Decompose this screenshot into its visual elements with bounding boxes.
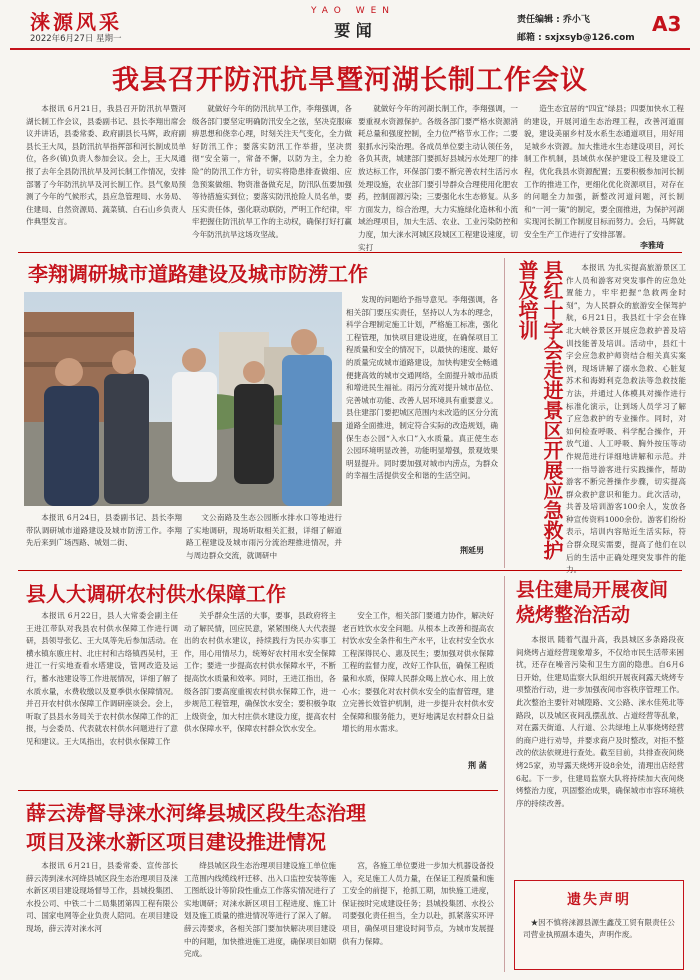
side-story-2-text: 本报讯 随着气温升高，我县城区多条路段夜间烧烤占道经营现象增多，不仅给市民生活带来困扰，还存在噪音污染和卫生方面的隐患。自6月6日开始，住建局监察大队组织开展夜间露天烧烤专项整治行动，进一步加强夜间市容秩序管理工作。此次整治主要针对城隍路、文公路、涞水佳苑北等路段，以及城区夜间乱摆乱放、占道经营等乱象，对在露天街道、人行道、公共绿地上从事烧烤经营的商户进行劝导，并要求商户及时整改，对拒不整改的依法依规进行查处。截至目前，共排查夜间烧烤25家，劝导露天烧烤开设8余处，清理出店经营6起。下一步，住建局监察大队将持续加大夜间烧烤整治力度，巩固整治成果，确保城市市容环境秩序的持续改善。 [516,635,684,808]
paper-name: 涞源风采 [30,10,122,34]
email-label: 邮箱 : sxjxsyb@126.com [517,33,635,43]
article-1-author: 李雅琦 [640,241,664,250]
divider-v-2 [504,576,505,972]
article-4-text-1: 本报讯 6月21日，县委常委、宣传部长薛云涛到涞水河绛县城区段生态治理项目及涞水新区项目建设现场督导工作，县城投集团、水投公司、中铁二十二局集团第四工程有限公司、国家电网等企业负责人陪同。在项目建设现场，薛云涛对涞水河 [26,861,178,933]
divider-2 [18,570,682,571]
page-number: A3 [652,12,682,36]
article-2-col-1 [26,512,182,568]
article-2-author: 荆延男 [460,546,484,555]
section-name: 要 闻 [334,21,372,40]
article-3-text-1: 本报讯 6月22日，县人大常委会副主任王进江带队对我县农村供水保障工作进行调研，县领导张亿、王大凤等先后参加活动。在横水镇东廒庄村、北庄村和古络镇西吴村，王进江一行实地查看水塔建设，管网改造及运行，蓄水池建设等工作进展情况，详细了解了水质水量，水费收缴以及夏季供水保障情况。并召开农村供水保障工作调研座谈会。会上，听取了县县水务局关于农村供水保障工作的汇报，与会委员、代表就农村供水问题进行了意见和建议。王大凤指出，农村供水保障工作 [26,611,178,746]
side-story-body [566,262,686,560]
divider-3 [18,790,498,791]
article-3-col-1 [26,610,178,786]
date-line: 2022年6月27日 星期一 [30,34,122,44]
masthead-rule [10,48,690,50]
article-4-col-3 [342,860,494,972]
article-1-col-4 [524,103,684,237]
article-1-text-4: 造生态宜居的“四宜”绿县；四要加快水工程的建设，开展河道生态治理工程，改善河道面貌，建设美丽乡村及水系生态通道项目，用好用足城乡水资源。加大推进水生态建设项目，河长制工作机制，县域供水保护建设工程及建设工程，优化我县水资源配置；五要积极参加河长制工作的推进工作，更细化优化资源项目，对存在的问题全力加强，新整改河道问题，河长制和“一河一策”的制定，要全面推进，为保护河湖实现河长制工作制度目标而努力。会后，马辉就安全生产工作进行了安排部署。 [524,104,684,239]
article-2-text-right: 发现的问题给予指导意见。李翔强调，各相关部门要压实责任，坚持以人为本的理念，科学合理制定施工计划，严格施工标准，强化工程管理，加快项目建设进度，在确保项目工程质量和安全的情况下，以最快的速度、最好的质量完成城市道路建设，加快构建安全畅通便捷高效的城市交通网络，全面提升城市品质和增进民生福祉。雨污分流对提升城市品位、完善城市功能、改善人居环境具有重要意义。县住建部门要把城区范围内未改造的区分分流道路全面推进，制定符合实际的改造规划，确保生态公园“入水口”入水质量。真正使生态公园环境明显改善，功能明显增强，景观效果明显提升。同时要加强对城市内涝点，为群众的幸福生活提供安全和谐的生活空间。 [346,295,498,481]
headline-3-title: 县人大调研农村供水保障工作 [26,582,286,606]
article-1-col-2 [192,103,352,243]
side-story-text: 本报讯 为扎实提高旅游景区工作人员和游客对突发事件的应急处置能力，牢牢把握“急救两金时刻”，为人民群众的旅游安全保驾护航，6月21日，我县红十字会在锋北大峡谷景区开展应急救护普及培训技能普及培训。活动中，县红十字会应急救护师资结合相关真实案例，现场讲解了溺水急救、心脏复苏术和海姆利克急救法等急救技能方法，并通过人体模具对操作进行标准化演示，让到场人员学习了解了应急救护的专业操作。同时，对如何检查呼吸、科学配合操作，开放气道、人工呼吸、胸外按压等动作规范进行详细地讲解和示范。并一一指导游客进行实践操作，帮助游客不断完善操作步骤，切实提高群众救护意识和能力。此次活动，共普及培训游客100余人，发放各种宣传资料1000余份。游客们纷纷表示，培训内容贴近生活实际，符合群众现实需要，提高了他们在以后的生活中正确处理突发事件的能 [566,263,686,562]
article-1-text-3: 就做好今年的河湖长制工作，李翔强调，一要重视水资源保护。各级各部门要严格水资源消耗总量和强度控制，全力位严格节水工作；二要狠抓水污染治理。各成员单位要主动认领任务，各负其责，城建部门要抓好县城污水处理厂的排放达标工作，环保部门要不断完善农村生活污水处理设施，农业部门要引导群众合理使用化肥农药，控制面源污染；三要强化水生态修复。从多方面发力，综合治理，大力实施绿化造林和小流域治理项目，加大生活、农业、工业污染防控和力度，加大涞水河城区段城区工程建设速度，切实打 [358,104,518,252]
article-4-text-2: 绛县城区段生态治理项目建设施工单位施工范围内线缆线杆迁移、出入口监控安装等施工图纸设计等阶段性重点工作落实情况进行了实地调研；对涞水新区项目工程进度、施工计划及施工质量的推进情况等进行了深入了解。薛云涛要求，各相关部门要加快解决项目建设中的问题，加快推进施工进度，确保项目如期完成。 [184,861,336,959]
article-1-text-2: 就做好今年的防汛抗旱工作，李翔强调，各级各部门要坚定明确防汛安全之弦，坚决克服麻痹思想和侥幸心理，时刻关注天气变化，全力做好防汛工作；要落实防汛工作举措，坚决贯彻“安全第一，常备不懈，以防为主，全力抢险”的防汛工作方针，切实将隐患排查做细、应急预案做细、物资准备做充足，防汛队伍要加强等待措施实到位；要落实防汛抢险人员名单，要压实责任体，强化联动联防，严明工作纪律，牢牢把握住防汛抗旱工作的主动权，确保打好打赢今年防汛抗旱这场攻坚战。 [192,104,352,239]
headline-4-title-line-1: 薛云涛督导涞水河绛县城区段生态治理 [26,801,366,825]
article-3-col-2 [184,610,336,786]
lost-notice-body: ★因不慎将涞源县源生鑫茂工贸有限责任公司营业执照副本遗失，声明作废。 [523,918,675,939]
lost-notice-box [514,880,684,970]
headline-2-title: 李翔调研城市道路建设及城市防涝工作 [28,262,368,286]
article-2-col-right [346,294,498,544]
side-story-title: 县红十字会走进景区开展应急救护普及培训 [515,260,564,560]
divider-v-1 [504,258,505,568]
lost-notice-title: 遗失声明 [567,892,631,908]
article-2-col-2 [186,512,342,568]
article-3-col-3 [342,610,494,760]
side-story-2-title: 县住建局开展夜间烧烤整治活动 [516,579,669,626]
article-3-author: 荆 菡 [468,761,487,770]
divider-1 [18,252,682,253]
article-1-col-1 [26,103,186,243]
article-3-text-3: 安全工作，相关部门要通力协作，解决好老百姓饮水安全问题。从根本上改善和提高农村饮水安全条件和生产水平，让农村安全饮水工程深得民心、惠及民生；要加强对供水保障工程的监督力度，改好工作队伍，确保工程质量和水质，保障人民群众喝上放心水、用上放心水；要强化对农村供水安全的监督管理，建立完善长效管护机制，进一步提升农村供水安全保障和服务能力，更好地满足农村群众日益增长的用水需求。 [342,611,494,734]
article-2-photo [24,292,342,506]
masthead [0,0,700,48]
article-1-col-3 [358,103,518,252]
article-3-text-2: 关乎群众生活的大事，要事，县政府将主动了解民情，回应民意，紧紧围绕人大代表提出的农村供水建议，持续践行为民办实事工作，用心用情尽力，统筹好农村用水安全保障工作；要进一步提高农村供水保障水平，不断提高饮水质量和效率。同时，王进江指出，各级各部门要高度重视农村供水保障工作，进一步规范工程管理，确保饮水安全；要积极争取上级资金，加大村庄供水建设力度，提高农村供水保障水平，保障农村群众饮水安全。 [184,611,336,734]
headline-1-title: 我县召开防汛抗旱暨河湖长制工作会议 [112,65,588,96]
side-story-2-body [516,634,684,856]
article-4-col-2 [184,860,336,972]
article-1-text-1: 本报讯 6月21日，我县召开防汛抗旱暨河湖长制工作会议，县委副书记、县长李翔出席会议并讲话，县委常委、政府副县长马辉，政府副县长王大凤，县防汛抗旱指挥部和河长制成员单位，各乡(镇)负责人参加会议。会上，王大凤通报了去年全县防汛抗旱及河长制工作情况，安排部署了今年防汛抗旱及河长制工作。县气象局预测了今年的气候形式，县应急管理局、水务局、住建局、自然资源局、蔬菜镇、白石山乡负责人作典型发言。 [26,104,186,227]
article-2-text-1: 本报讯 6月24日，县委副书记、县长李翔带队调研城市道路建设及城市防涝工作。李翔先后来到广场西路、城划二街、 [26,513,182,548]
photo-scene [24,292,342,506]
article-2-text-2: 文公南路及生态公园断水排水口等地进行了实地调研，现场听取相关汇报，详细了解道路工程建设及城市雨污分流治理推进情况，并与周边群众交流，就调研中 [186,513,342,560]
section-pinyin: YAO WEN [310,6,396,16]
editor-label: 责任编辑 : 乔小飞 [517,15,590,25]
headline-4-title-line-2: 项目及涞水新区项目建设推进情况 [26,830,326,854]
article-4-col-1 [26,860,178,972]
article-4-text-3: 宫，各施工单位要进一步加大机器设备投入，充足施工人员力量，在保证工程质量和施工安全的前提下，抢抓工期，加快施工进度，保证按时完成建设任务；县城投集团、水投公司要强化责任担当，全力以赴，抓紧落实环评项目，确保项目建设时间节点，为城市发展提供有力保障。 [342,861,494,946]
